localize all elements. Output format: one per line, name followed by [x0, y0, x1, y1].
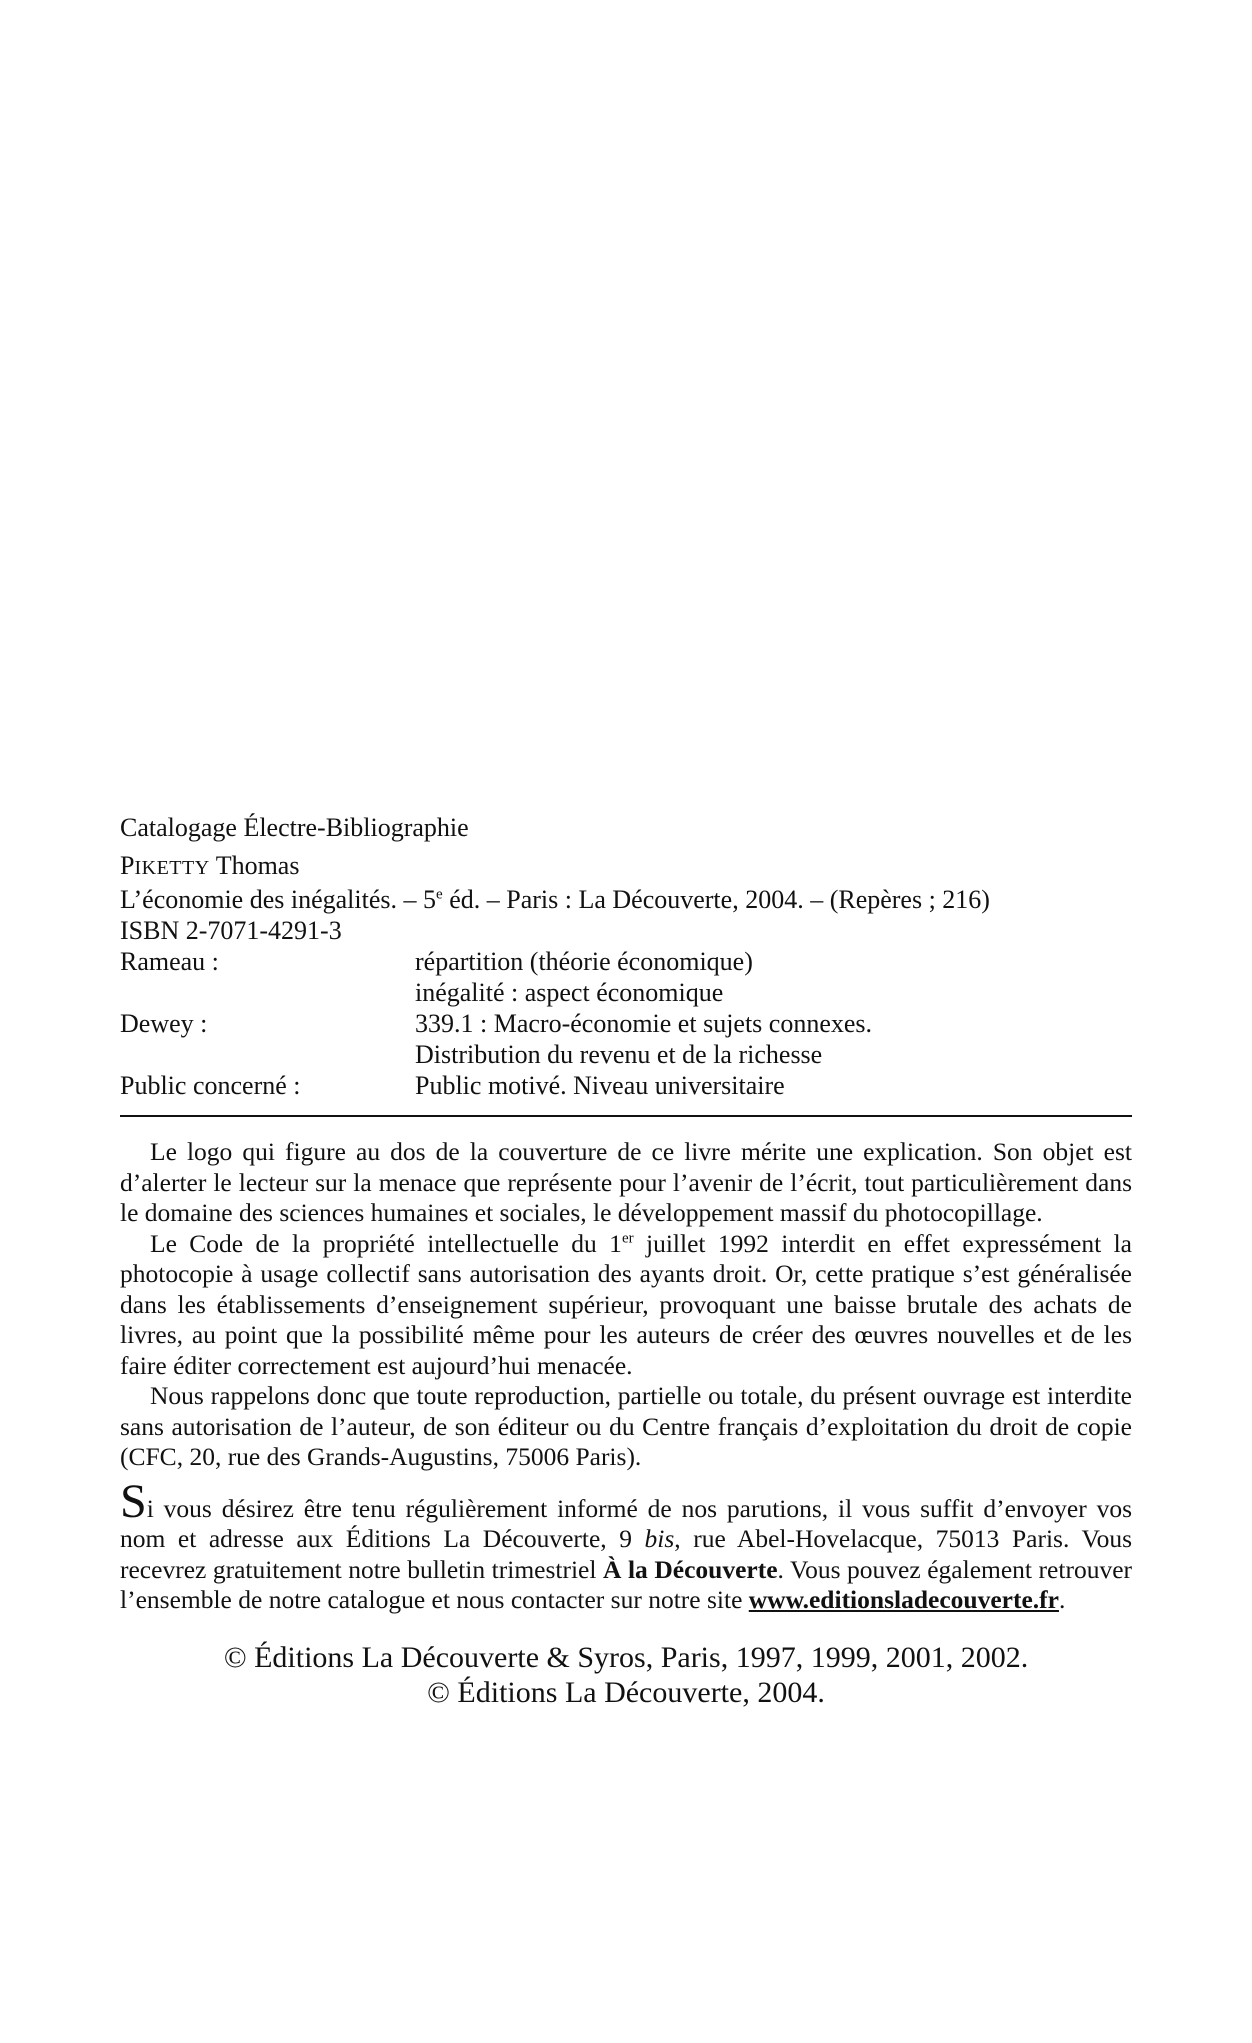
row-value: inégalité : aspect économique — [415, 978, 724, 1007]
copyright-page — [120, 812, 1132, 1710]
copyright-block — [120, 1640, 1132, 1710]
author-initial: P — [120, 851, 135, 880]
photocopy-warning — [120, 1137, 1132, 1473]
notice-text: . — [1058, 1585, 1066, 1614]
notice-italic-bis: bis — [644, 1524, 675, 1553]
catalog-row-public — [120, 1070, 1132, 1101]
row-value: Distribution du revenu et de la richesse — [415, 1040, 823, 1069]
row-values — [415, 1070, 1132, 1101]
warning-paragraph-3: Nous rappelons donc que toute reproduction, partielle ou totale, du présent ouvrage est interdite sans autorisation de l’auteur, de son éditeur ou du Centre français d’exploitation du droit de copie (CFC, 20, rue des Grands-Augustins, 75006 Paris). — [120, 1381, 1132, 1471]
catalog-row-dewey — [120, 1008, 1132, 1070]
warning-paragraph-1: Le logo qui figure au dos de la couverture de ce livre mérite une explication. Son objet est d’alerter le lecteur sur la menace que représente pour l’avenir de l’écrit, tout particulièrement dans le domaine des sciences humaines et sociales, le développement massif du photocopillage. — [120, 1137, 1132, 1227]
divider-rule — [120, 1115, 1132, 1117]
paragraph-text-rest: juillet 1992 interdit en effet expressément la photocopie à usage collectif sans autorisation des ayants droit. Or, cette pratique s’est généralisée dans les établissements d’enseignement supérieur, provoquant une baisse brutale des achats de livres, au point que la possibilité même pour les auteurs de créer des œuvres nouvelles et de les faire éditer correctement est aujourd’hui menacée. — [120, 1228, 1132, 1380]
catalog-header: Catalogage Électre-Bibliographie — [120, 813, 469, 842]
paragraph-text: Le Code de la propriété intellectuelle du 1 — [150, 1228, 622, 1258]
row-value: répartition (théorie économique) — [415, 947, 753, 976]
row-values — [415, 1008, 1132, 1070]
copyright-line-1: © Éditions La Découverte & Syros, Paris, 1997, 1999, 2001, 2002. — [223, 1640, 1029, 1674]
row-value: 339.1 : Macro-économie et sujets connexes. — [415, 1009, 873, 1038]
catalog-record — [120, 812, 1132, 1101]
author-firstname: Thomas — [209, 851, 300, 880]
bulletin-name: À la Découverte — [603, 1554, 778, 1584]
website-link[interactable]: www.editionsladecouverte.fr — [748, 1585, 1059, 1614]
notice-text: i vous désirez être tenu régulièrement informé de nos parutions, il vous suffit d’envoyer vos nom et adresse aux Éditions La Découverte, 9 — [120, 1493, 1132, 1553]
drop-cap: S — [120, 1474, 147, 1528]
author-surname-rest: IKETTY — [134, 857, 210, 879]
row-value: Public motivé. Niveau universitaire — [415, 1071, 785, 1100]
row-label: Dewey : — [120, 1009, 208, 1038]
book-title-line — [120, 884, 1132, 915]
row-values — [415, 946, 1132, 1008]
notice-text: , rue Abel-Hovelacque, 75013 Paris. Vous recevrez gratuitement notre bulletin trimestriel — [120, 1524, 1132, 1584]
catalog-row-rameau — [120, 946, 1132, 1008]
row-label: Public concerné : — [120, 1071, 301, 1100]
isbn: ISBN 2-7071-4291-3 — [120, 916, 342, 945]
title-text: L’économie des inégalités. – 5 — [120, 885, 437, 914]
edition-superscript: e — [436, 886, 443, 903]
copyright-line-2: © Éditions La Découverte, 2004. — [427, 1675, 825, 1709]
author-line — [120, 850, 1132, 884]
title-text-rest: éd. – Paris : La Découverte, 2004. – (Repères ; 216) — [442, 885, 990, 914]
row-label: Rameau : — [120, 947, 219, 976]
notice-text: . Vous pouvez également retrouver l’ensemble de notre catalogue et nous contacter sur notre site — [120, 1554, 1132, 1614]
date-superscript: er — [621, 1230, 634, 1246]
publisher-notice — [120, 1474, 1132, 1616]
warning-paragraph-2 — [120, 1229, 1132, 1382]
